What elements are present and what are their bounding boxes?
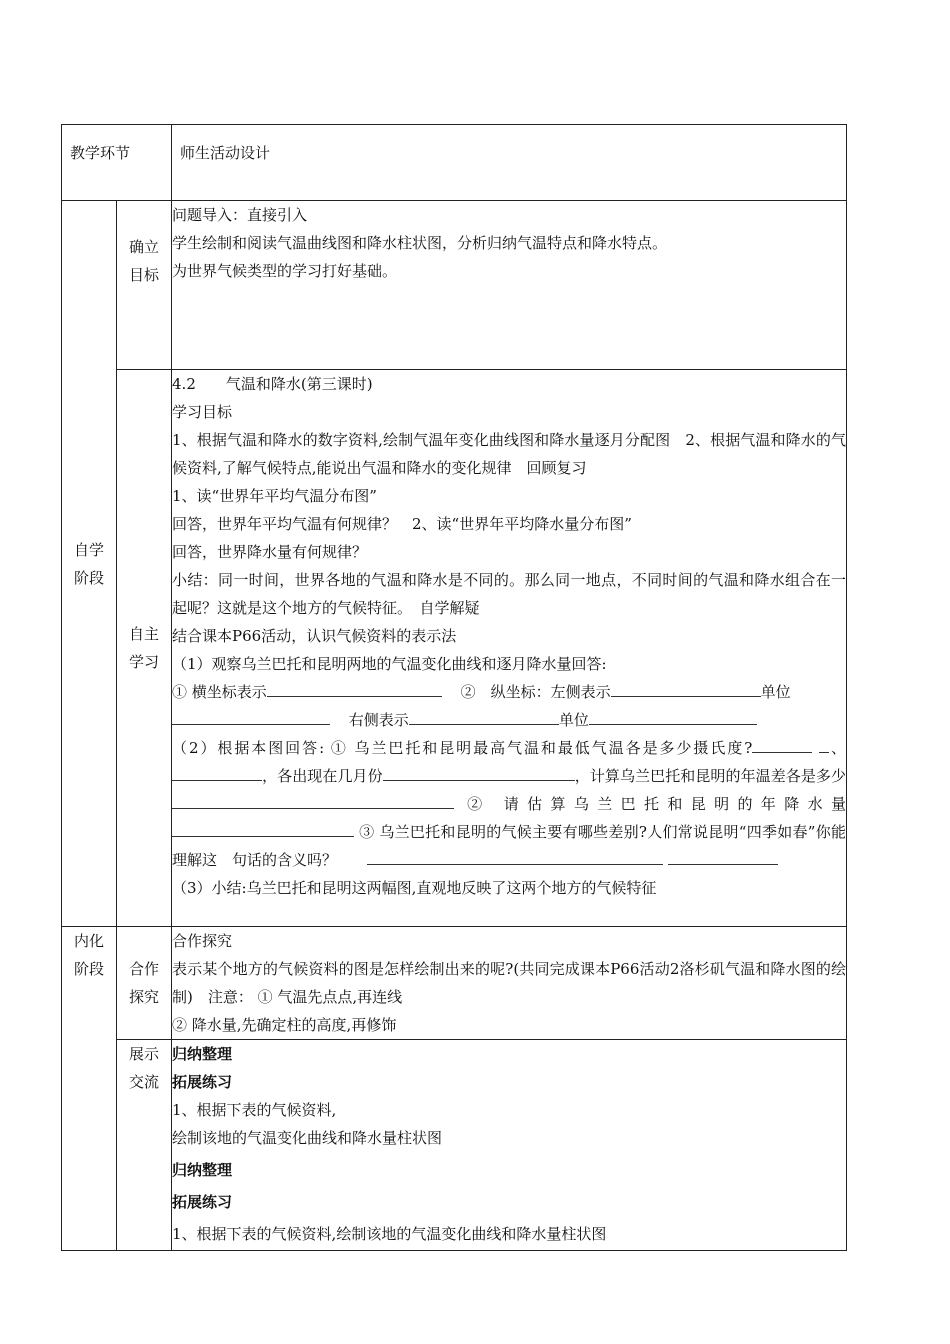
header-activity: 师生活动设计 — [172, 125, 847, 201]
objective-heading: 学习目标 — [172, 403, 233, 421]
self-study-row — [62, 370, 847, 927]
unit-blank-2[interactable] — [589, 706, 757, 725]
y-axis-right-label: 右侧表示 — [348, 711, 409, 729]
show-heading-4: 拓展练习 — [172, 1193, 233, 1211]
answer-blank[interactable] — [367, 846, 663, 865]
summary-text: 小结：同一时间，世界各地的气温和降水是不同的。那么同一地点，不同时间的气温和降水组合在一起呢？这就是这个地方的气候特征。 自学解疑 — [172, 571, 847, 617]
temp-blank-1b[interactable] — [819, 734, 829, 753]
coop-row — [62, 927, 847, 1040]
coop-text: 表示某个地方的气候资料的图是怎样绘制出来的呢?(共同完成课本P66活动2洛杉矶气温和降水图的绘制) 注意： ① 气温先点点,再连线 — [172, 960, 847, 1006]
question-1-axes-2 — [172, 706, 846, 734]
show-content — [172, 1040, 847, 1251]
temp-blank-2[interactable] — [172, 762, 262, 781]
show-heading-2: 拓展练习 — [172, 1073, 233, 1091]
goal-line-2: 学生绘制和阅读气温曲线图和降水柱状图，分析归纳气温特点和降水特点。 — [172, 234, 668, 252]
coop-note-2: ② 降水量,先确定柱的高度,再修饰 — [172, 1016, 397, 1034]
self-study-label: 自主学习 — [128, 625, 159, 671]
stage-zixue-label: 自学阶段 — [73, 540, 104, 587]
objective-text: 1、根据气温和降水的数字资料,绘制气温年变化曲线图和降水量逐月分配图 2、根据气温和降水的气候资料,了解气候特点,能说出气温和降水的变化规律 回顾复习 — [172, 431, 847, 477]
show-row — [62, 1040, 847, 1251]
header-stage: 教学环节 — [62, 125, 172, 201]
question-2: （2）根据本图回答: ① 乌兰巴托和昆明最高气温和最低气温各是多少摄氏度? 、，各出现在几月份 ，计算乌兰巴托和昆明的年温差各是多少 ② 请估算乌兰巴托和昆明的年降水量 ③ 乌兰巴托和昆明的气候主要有哪些差别?人们常说昆明“四季如春”你能理解这 句话的含义吗？ — [172, 734, 846, 874]
review-1: 1、读“世界年平均气温分布图” — [172, 487, 377, 505]
y-axis-left-blank[interactable] — [611, 678, 761, 697]
goal-line-3: 为世界气候类型的学习打好基础。 — [172, 262, 398, 280]
lesson-title: 4.2 气温和降水(第三课时) — [172, 375, 373, 393]
unit-label-2: 单位 — [558, 711, 589, 729]
show-heading-3: 归纳整理 — [172, 1161, 233, 1179]
question-3: （3）小结:乌兰巴托和昆明这两幅图,直观地反映了这两个地方的气候特征 — [172, 879, 657, 897]
goal-row — [62, 201, 847, 370]
stage-neihua — [62, 927, 117, 1251]
range-blank[interactable] — [172, 790, 454, 809]
coop-content — [172, 927, 847, 1040]
coop-heading: 合作探究 — [172, 932, 233, 950]
coop-label: 合作探究 — [128, 960, 159, 1006]
temp-blank-1[interactable] — [752, 734, 812, 753]
textbook-text: 结合课本P66活动，认识气候资料的表示法 — [172, 627, 457, 645]
goal-label: 确立目标 — [128, 238, 159, 284]
question-1-axes — [172, 678, 846, 706]
y-axis-left-label: ② 纵坐标：左侧表示 — [460, 683, 611, 701]
unit-label-1: 单位 — [760, 683, 791, 701]
show-text-3: 1、根据下表的气候资料,绘制该地的气温变化曲线和降水量柱状图 — [172, 1225, 607, 1243]
goal-content — [172, 201, 847, 370]
stage-zixue — [62, 201, 117, 927]
precip-blank[interactable] — [172, 818, 354, 837]
answer-2: 回答，世界降水量有何规律？ — [172, 543, 368, 561]
answer-blank-2[interactable] — [668, 846, 778, 865]
lesson-plan-table — [61, 124, 847, 1251]
unit-blank-1[interactable] — [172, 706, 330, 725]
y-axis-right-blank[interactable] — [409, 706, 559, 725]
answer-1: 回答，世界年平均气温有何规律？ 2、读“世界年平均降水量分布图” — [172, 515, 632, 533]
show-cell — [117, 1040, 172, 1251]
header-row — [62, 125, 847, 201]
show-label: 展示交流 — [128, 1045, 159, 1091]
stage-neihua-label: 内化阶段 — [73, 932, 104, 978]
self-study-cell — [117, 370, 172, 927]
goal-line-1: 问题导入：直接引入 — [172, 206, 308, 224]
show-text-1: 1、根据下表的气候资料, — [172, 1101, 337, 1119]
x-axis-label: ① 横坐标表示 — [172, 683, 267, 701]
self-study-content — [172, 370, 847, 927]
month-blank[interactable] — [383, 762, 575, 781]
show-text-2: 绘制该地的气温变化曲线和降水量柱状图 — [172, 1129, 443, 1147]
x-axis-blank[interactable] — [267, 678, 442, 697]
coop-cell — [117, 927, 172, 1040]
question-1: （1）观察乌兰巴托和昆明两地的气温变化曲线和逐月降水量回答: — [172, 655, 607, 673]
goal-cell — [117, 201, 172, 370]
show-heading-1: 归纳整理 — [172, 1045, 233, 1063]
